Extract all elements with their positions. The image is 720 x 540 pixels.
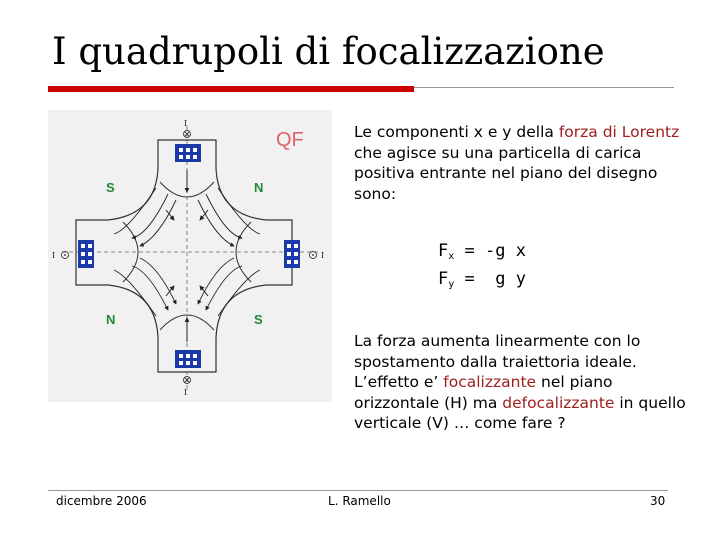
para2-text-b: nel piano orizzontale (H) ma (354, 373, 613, 412)
title-underline-gray (414, 87, 674, 88)
fy-symbol: F (438, 269, 449, 289)
pole-label-top-left: S (106, 180, 115, 195)
fx-rhs: = -g x (454, 241, 526, 261)
title-underline-red (48, 86, 414, 92)
current-label-top: I (184, 119, 188, 128)
fx-symbol: F (438, 241, 449, 261)
pole-label-bottom-right: S (254, 312, 263, 327)
formula-fx (438, 240, 526, 268)
footer-date: dicembre 2006 (56, 494, 147, 508)
para1-text-a: Le componenti x e y della (354, 123, 559, 141)
figure-label-qf: QF (276, 129, 304, 151)
para2-text-c: in quello verticale (V) … come fare ? (354, 393, 686, 432)
formula-fy (438, 268, 526, 296)
fy-subscript: y (448, 279, 455, 290)
paragraph-lorentz (354, 122, 699, 204)
current-label-right: I (321, 251, 325, 260)
force-formula (438, 240, 526, 296)
footer-author: L. Ramello (328, 494, 391, 508)
fx-subscript: x (448, 251, 455, 262)
pole-label-top-right: N (254, 180, 264, 195)
footer-rule (48, 490, 668, 491)
slide-title: I quadrupoli di focalizzazione (52, 30, 605, 73)
current-label-bottom: I (184, 388, 188, 397)
current-label-left: I (52, 251, 56, 260)
para2-highlight-defocalizzante: defocalizzante (502, 393, 615, 412)
para1-highlight: forza di Lorentz (558, 123, 680, 141)
para2-highlight-focalizzante: focalizzante (443, 373, 537, 391)
fy-rhs: = g y (454, 269, 526, 289)
para1-text-b: che agisce su una particella di carica positiva entrante nel piano del disegno sono: (354, 143, 658, 203)
quadrupole-figure (48, 110, 332, 402)
pole-label-bottom-left: N (106, 312, 116, 327)
footer-page-number: 30 (650, 494, 666, 508)
paragraph-focusing (354, 331, 699, 434)
para2-text-a: La forza aumenta linearmente con lo spostamento dalla traiettoria ideale. L’effetto e’ (354, 332, 641, 391)
